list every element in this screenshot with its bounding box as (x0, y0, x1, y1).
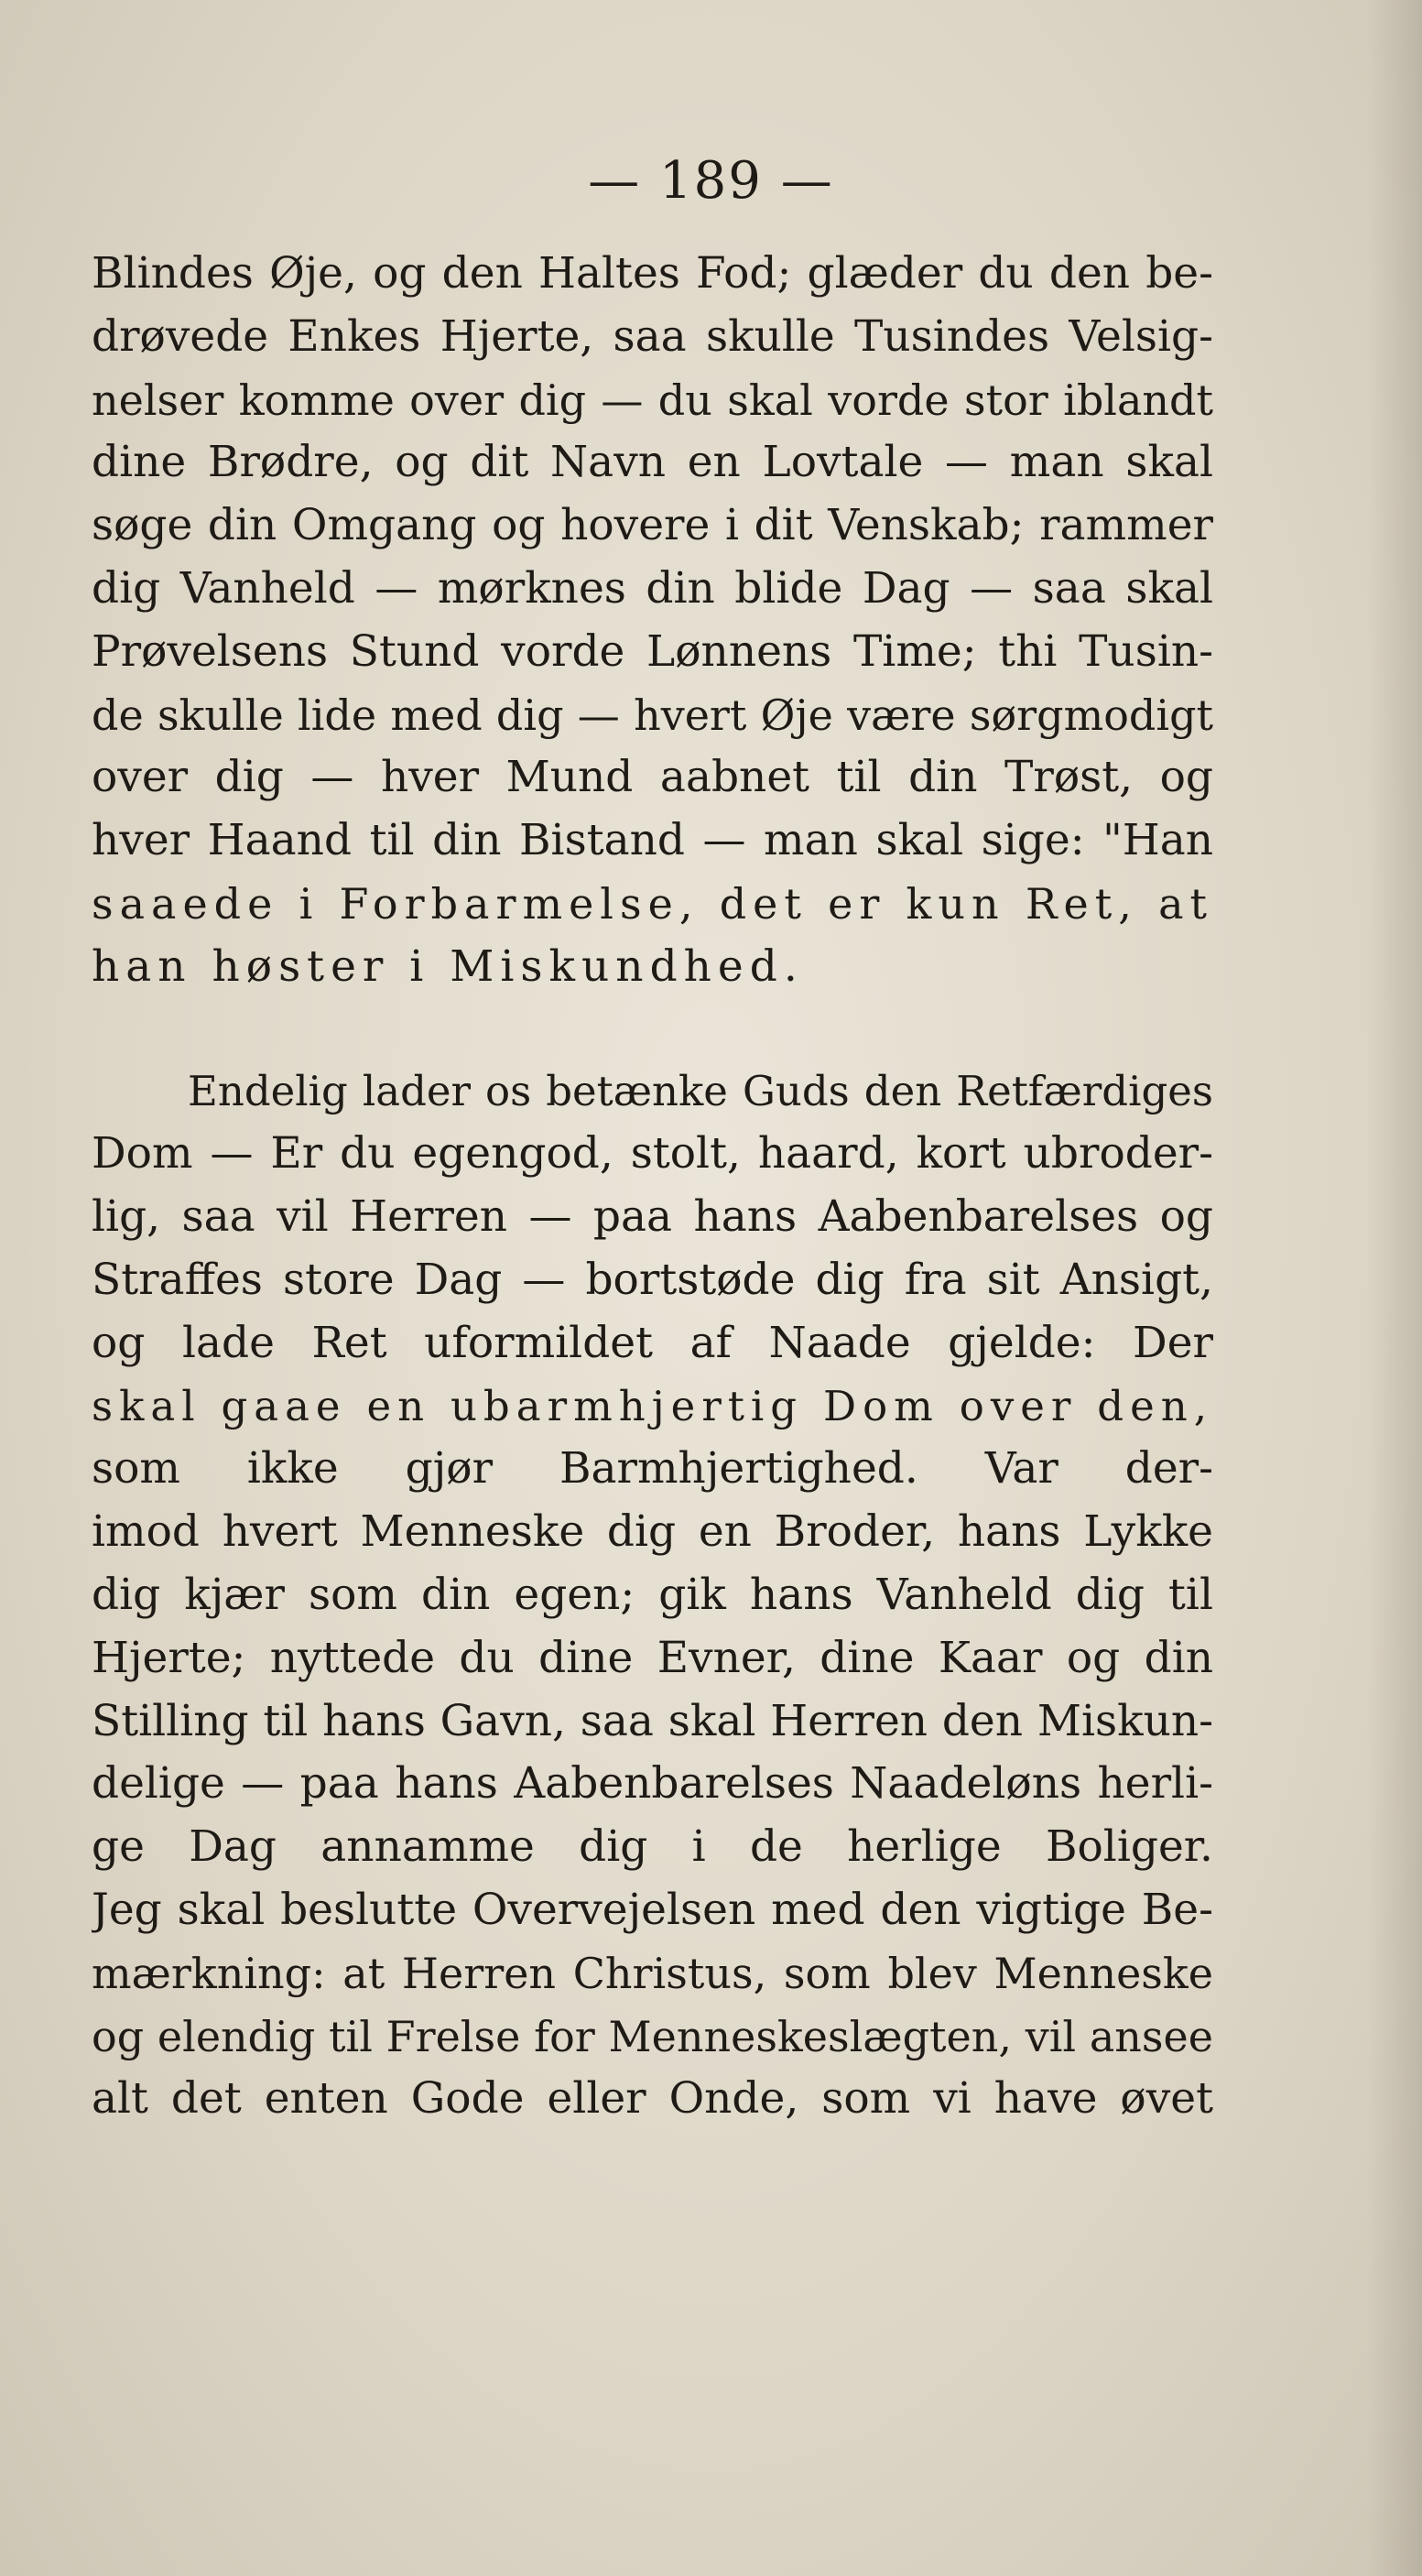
text-line: han høster i Miskundhed. (92, 940, 804, 992)
paragraph-2 (92, 1060, 1213, 2132)
text-line: imod hvert Menneske dig en Broder, hans Lykke (92, 1506, 1213, 1558)
text-line: delige — paa hans Aabenbarelses Naadeløns herli- (92, 1758, 1213, 1810)
text-line: dine Brødre, og dit Navn en Lovtale — man skal (92, 437, 1213, 488)
text-line: Hjerte; nyttede du dine Evner, dine Kaar og din (92, 1632, 1213, 1683)
text-line: alt det enten Gode eller Onde, som vi have øvet (92, 2073, 1213, 2125)
text-line: dig Vanheld — mørknes din blide Dag — saa skal (92, 562, 1213, 614)
text-line: som ikke gjør Barmhjertighed. Var der- (92, 1443, 1213, 1495)
text-line: Dom — Er du egengod, stolt, haard, kort ubroder- (92, 1128, 1213, 1179)
text-line: Prøvelsens Stund vorde Lønnens Time; thi Tusin- (92, 625, 1213, 677)
text-line: drøvede Enkes Hjerte, saa skulle Tusindes Velsig- (92, 310, 1213, 362)
text-line: lig, saa vil Herren — paa hans Aabenbarelses og (92, 1191, 1213, 1243)
spine-shadow (1367, 0, 1422, 2576)
text-line: og lade Ret uformildet af Naade gjelde: Der (92, 1317, 1213, 1368)
text-line: Stilling til hans Gavn, saa skal Herren den Miskun- (92, 1695, 1213, 1746)
text-line: søge din Omgang og hovere i dit Venskab; rammer (92, 500, 1213, 551)
paragraph-gap (92, 999, 1213, 1060)
text-line: dig kjær som din egen; gik hans Vanheld dig til (92, 1569, 1213, 1620)
text-line: Straffes store Dag — bortstøde dig fra sit Ansigt, (92, 1254, 1213, 1305)
text-block (92, 243, 1213, 2131)
text-line: nelser komme over dig — du skal vorde stor iblandt (92, 375, 1213, 425)
text-line: Jeg skal beslutte Overvejelsen med den vigtige Be- (92, 1884, 1213, 1935)
text-line: de skulle lide med dig — hvert Øje være sørgmodigt (92, 690, 1213, 740)
text-line: mærkning: at Herren Christus, som blev Menneske (92, 1948, 1213, 1998)
paragraph-1 (92, 243, 1213, 999)
text-line: ge Dag annamme dig i de herlige Boliger. (92, 1821, 1213, 1873)
page-number: — 189 — (588, 151, 834, 211)
text-line: over dig — hver Mund aabnet til din Trøst, og (92, 752, 1213, 803)
text-line: hver Haand til din Bistand — man skal sige: "Han (92, 815, 1213, 866)
text-line: Blindes Øje, og den Haltes Fod; glæder du den be- (92, 248, 1213, 299)
text-line: og elendig til Frelse for Menneskeslægten, vil ansee (92, 2011, 1213, 2061)
text-line: Endelig lader os betænke Guds den Retfærdiges (188, 1066, 1213, 1115)
text-line: skal gaae en ubarmhjertig Dom over den, (92, 1381, 1213, 1430)
text-line: saaede i Forbarmelse, det er kun Ret, at (92, 878, 1213, 929)
